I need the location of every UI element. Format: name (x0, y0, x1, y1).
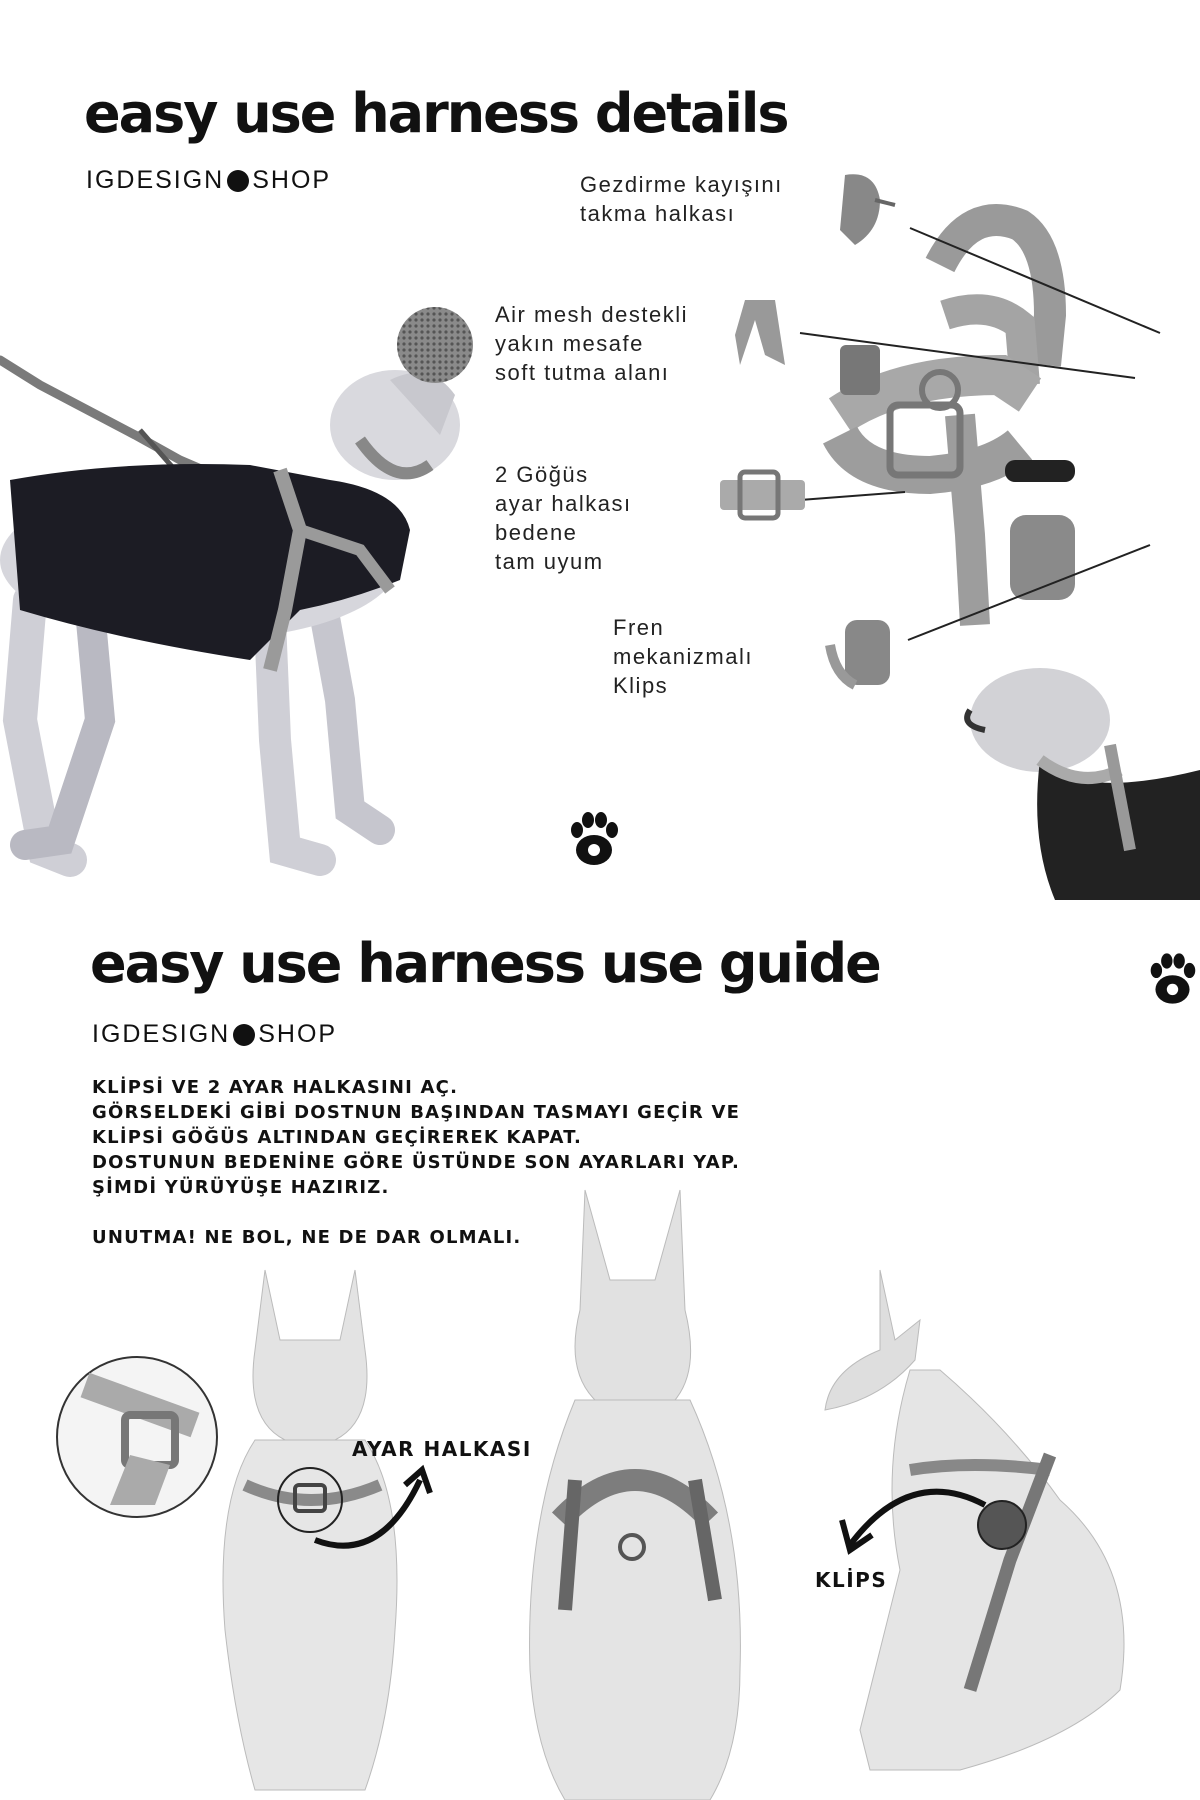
details-title: easy use harness details (84, 82, 788, 145)
brand-left-text: IGDESIGN (92, 1020, 231, 1048)
clip-label: KLİPS (815, 1568, 888, 1592)
mannequin-top-view-image (505, 1190, 765, 1800)
brand-right-text: SHOP (252, 166, 332, 194)
adjuster-ring-label: AYAR HALKASI (352, 1437, 532, 1461)
guide-paw-logo-icon (1145, 950, 1200, 1008)
brand-left-text: IGDESIGN (86, 166, 225, 194)
adjuster-icon (720, 460, 805, 535)
callout-adjuster-label: 2 Göğüs ayar halkası bedene tam uyum (495, 462, 632, 574)
guide-step: KLİPSİ GÖĞÜS ALTINDAN GEÇİREREK KAPAT. (92, 1127, 583, 1148)
brand-dot-icon (233, 1024, 255, 1046)
guide-step: GÖRSELDEKİ GİBİ DOSTNUN BAŞINDAN TASMAYI GEÇİR VE (92, 1102, 741, 1123)
callout-leash-ring-label: Gezdirme kayışını takma halkası (580, 172, 783, 226)
mesh-strap-icon (730, 295, 790, 370)
guide-title: easy use harness use guide (90, 932, 880, 995)
brand-right-text: SHOP (258, 1020, 338, 1048)
dog-closeup-photo (960, 650, 1200, 900)
guide-step: KLİPSİ VE 2 AYAR HALKASINI AÇ. (92, 1077, 459, 1098)
callout-mesh-label: Air mesh destekli yakın mesafe soft tutma alanı (495, 302, 689, 385)
guide-step: DOSTUNUN BEDENİNE GÖRE ÜSTÜNDE SON AYARLARI YAP. (92, 1152, 740, 1173)
clip-icon (825, 615, 895, 690)
guide-step: ŞİMDİ YÜRÜYÜŞE HAZIRIZ. (92, 1177, 390, 1198)
clip-arrow-icon (840, 1475, 990, 1565)
callout-clip-label: Fren mekanizmalı Klips (613, 615, 753, 698)
guide-warning: UNUTMA! NE BOL, NE DE DAR OLMALI. (92, 1227, 522, 1248)
adjuster-arrow-icon (310, 1465, 440, 1565)
mesh-icon (395, 305, 475, 385)
paw-logo-icon (565, 810, 623, 868)
guide-brand (92, 1020, 337, 1049)
adjuster-closeup-inset (55, 1355, 220, 1520)
